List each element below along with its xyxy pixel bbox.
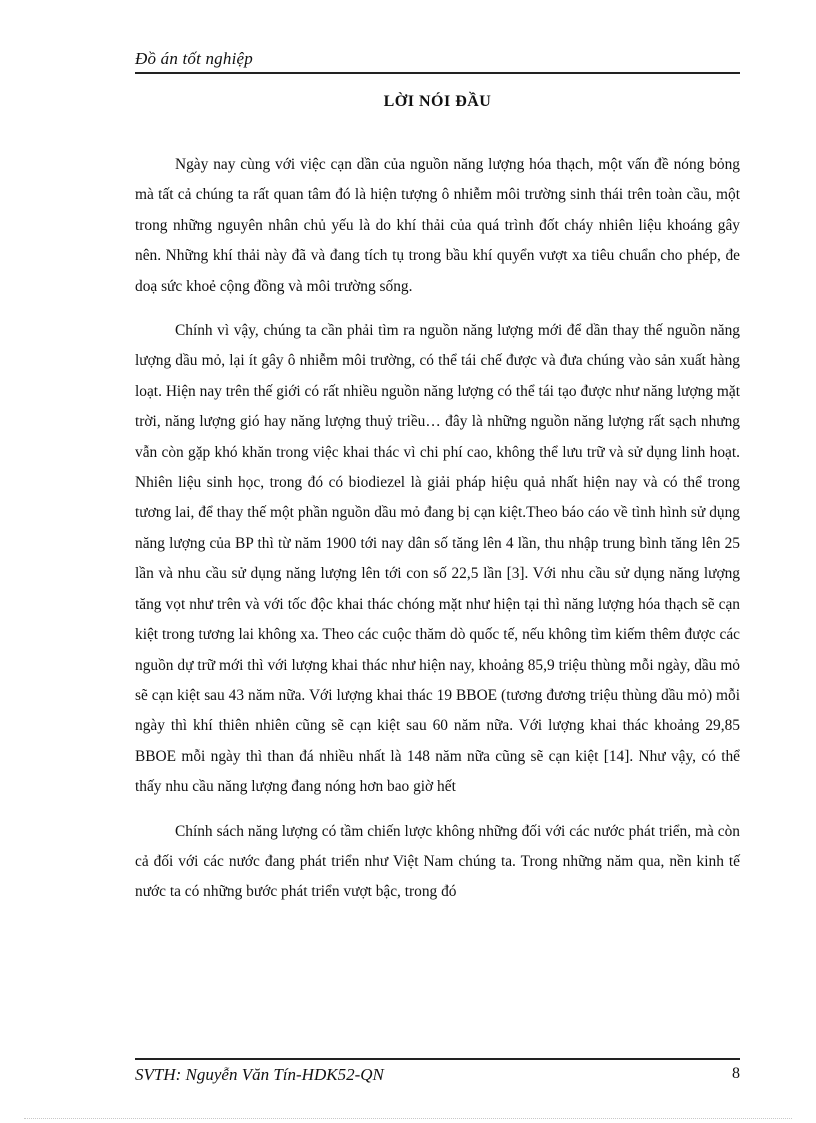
page-number: 8	[732, 1065, 740, 1082]
paragraph-3: Chính sách năng lượng có tầm chiến lược không những đối với các nước phát triển, mà còn cả đối với các nước đang phát triển như Việt Nam chúng ta. Trong những năm qua, nền kinh tế nước ta có những bước phát triển vượt bậc, trong đó	[135, 822, 740, 901]
paragraph-2: Chính vì vậy, chúng ta cần phải tìm ra nguồn năng lượng mới để dần thay thế nguồn năng lượng dầu mỏ, lại ít gây ô nhiễm môi trường, có thể tái chế được và đưa chúng vào sản xuất hàng loạt. Hiện nay trên thế giới có rất nhiều nguồn năng lượng có thể tái tạo được như năng lượng mặt trời, năng lượng gió hay năng lượng thuỷ triều… đây là những nguồn năng lượng rất sạch nhưng vẫn còn gặp khó khăn trong việc khai thác vì chi phí cao, không thể lưu trữ và sử dụng linh hoạt. Nhiên liệu sinh học, trong đó có biodiezel là giải pháp hiệu quả nhất hiện nay và có thể trong tương lai, để thay thế một phần nguồn dầu mỏ đang bị cạn kiệt.Theo báo cáo về tình hình sử dụng năng lượng của BP thì từ năm 1900 tới nay dân số tăng lên 4 lần, thu nhập trung bình tăng lên 25 lần và nhu cầu sử dụng năng lượng lên tới con số 22,5 lần [3]. Với nhu cầu sử dụng năng lượng tăng vọt như trên và với tốc độc khai thác chóng mặt như hiện tại thì năng lượng hóa thạch sẽ cạn kiệt trong tương lai không xa. Theo các cuộc thăm dò quốc tế, nếu không tìm kiếm thêm được các nguồn dự trữ mới thì với lượng khai thác như hiện nay, khoảng 85,9 triệu thùng mỗi ngày, dầu mỏ sẽ cạn kiệt sau 43 năm nữa. Với lượng khai thác 19 BBOE (tương đương triệu thùng dầu mỏ) mỗi ngày thì khí thiên nhiên cũng sẽ cạn kiệt sau 60 năm nữa. Với lượng khai thác khoảng 29,85 BBOE mỗi ngày thì than đá nhiều nhất là 148 năm nữa cũng sẽ cạn kiệt [14]. Như vậy, có thể thấy nhu cầu năng lượng đang nóng hơn bao giờ hết	[135, 322, 740, 796]
header-title: Đồ án tốt nghiệp	[135, 49, 253, 68]
page-header	[135, 48, 740, 74]
paragraph-1: Ngày nay cùng với việc cạn dần của nguồn năng lượng hóa thạch, một vấn đề nóng bỏng mà tất cả chúng ta rất quan tâm đó là hiện tượng ô nhiễm môi trường sinh thái trên toàn cầu, một trong những nguyên nhân chủ yếu là do khí thải của quá trình đốt cháy nhiên liệu khoáng gây nên. Những khí thải này đã và đang tích tụ trong bầu khí quyển vượt xa tiêu chuẩn cho phép, đe doạ sức khoẻ cộng đồng và môi trường sống.	[135, 156, 740, 295]
page-footer	[135, 1058, 740, 1086]
footer-author: SVTH: Nguyễn Văn Tín-HDK52-QN	[135, 1065, 384, 1084]
document-body	[135, 150, 740, 922]
document-heading: LỜI NÓI ĐẦU	[383, 93, 492, 110]
page-edge-divider	[24, 1118, 792, 1119]
